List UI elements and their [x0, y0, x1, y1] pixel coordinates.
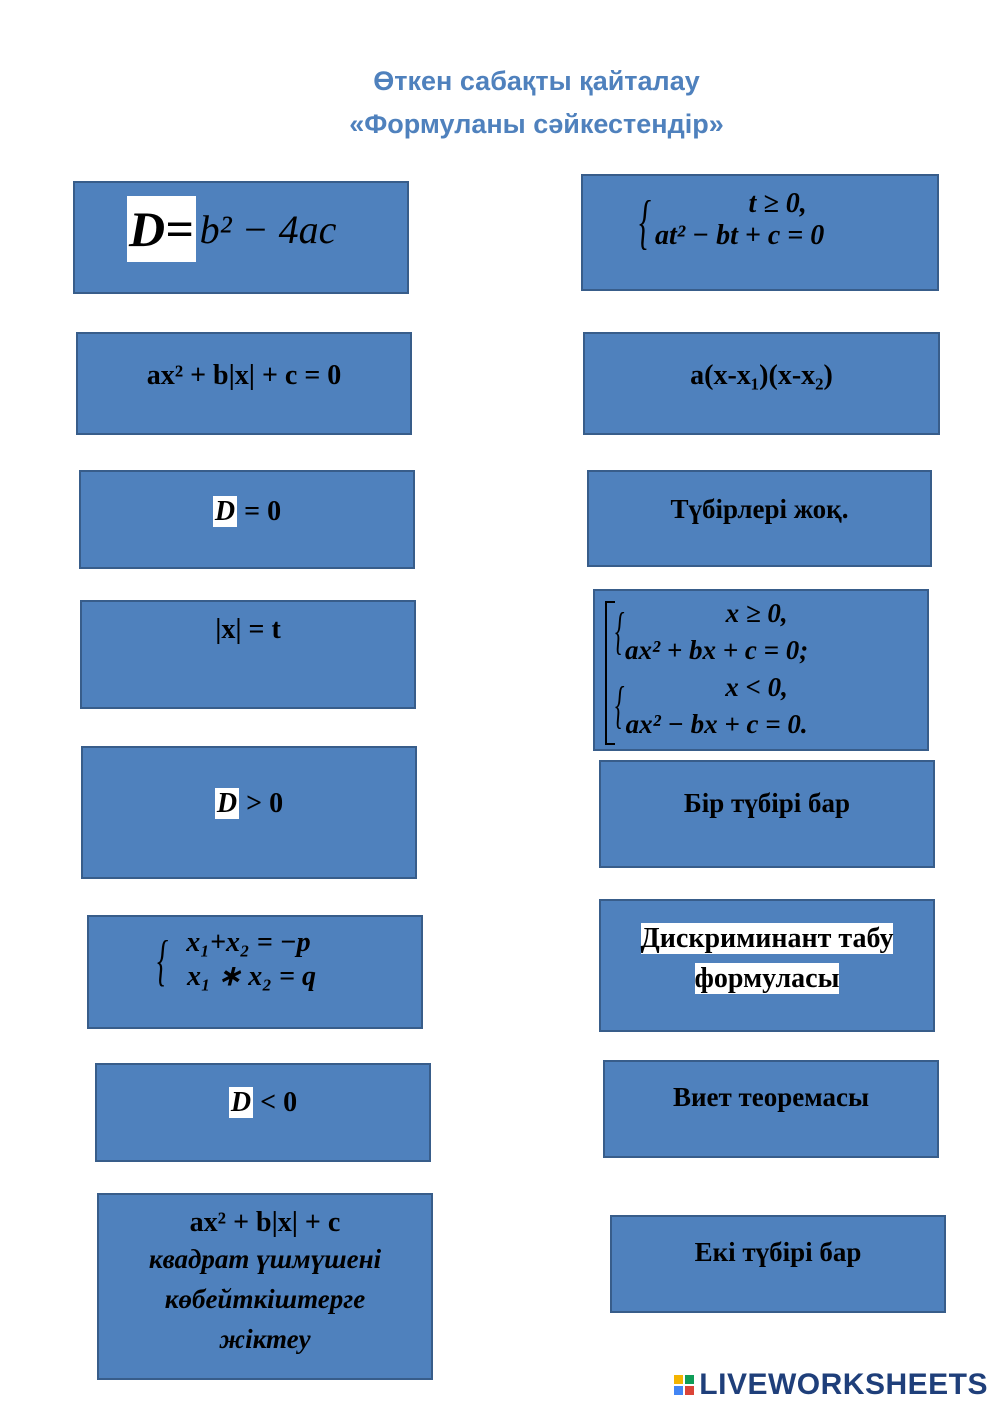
card-vieta-theorem[interactable] — [603, 1060, 939, 1158]
condition-rest: > 0 — [239, 788, 284, 819]
system-line-1: t ≥ 0, — [748, 188, 807, 219]
brace-icon: { — [639, 189, 651, 255]
card-substitution-system[interactable] — [581, 174, 939, 291]
brace-icon: { — [615, 677, 625, 734]
card-factorization[interactable] — [97, 1193, 433, 1380]
discriminant-symbol: D — [216, 788, 238, 819]
condition-text — [83, 788, 415, 820]
logo-text: LIVEWORKSHEETS — [699, 1368, 988, 1401]
card-no-roots[interactable] — [587, 470, 932, 567]
discriminant-symbol: D — [230, 1087, 252, 1118]
card-factored-form[interactable] — [583, 332, 940, 435]
card-vieta-system[interactable] — [87, 915, 423, 1029]
discriminant-symbol: D — [214, 496, 236, 527]
label-line-1: Дискриминант табу — [640, 923, 894, 954]
card-abs-quadratic-equation[interactable] — [76, 332, 412, 435]
expression-text: a(x-x₁)(x-x₂) — [690, 360, 833, 391]
system-line-2: ax² + bx + c = 0; — [625, 635, 809, 665]
card-substitution[interactable] — [80, 600, 416, 709]
system-line-3: x < 0, — [725, 672, 788, 702]
card-d-greater-zero[interactable] — [81, 746, 417, 879]
page-title-line2: «Формуланы сәйкестендір» — [349, 109, 724, 139]
card-label: Түбірлері жоқ. — [670, 494, 849, 524]
bracket-icon — [605, 601, 615, 745]
condition-rest: = 0 — [237, 496, 282, 527]
card-d-less-zero[interactable] — [95, 1063, 431, 1162]
factorization-caption: квадрат үшмүшені көбейткіштерге жіктеу — [148, 1244, 382, 1354]
card-piecewise-system[interactable] — [593, 589, 929, 751]
logo-icon — [674, 1375, 694, 1395]
card-one-root[interactable] — [599, 760, 935, 868]
card-two-roots[interactable] — [610, 1215, 946, 1313]
system-line-2: at² − bt + c = 0 — [655, 220, 825, 251]
condition-rest: < 0 — [253, 1087, 298, 1118]
system-line-4: ax² − bx + c = 0. — [625, 709, 808, 739]
condition-text — [81, 496, 413, 528]
card-label: Бір түбірі бар — [683, 788, 851, 818]
discriminant-expression: b² − 4ac — [199, 206, 337, 252]
discriminant-symbol: D= — [127, 196, 196, 262]
system — [639, 188, 825, 255]
card-discriminant-formula[interactable] — [73, 181, 409, 294]
equation-text: |x| = t — [215, 614, 281, 645]
brace-icon: { — [615, 603, 625, 660]
label-line-2: формуласы — [694, 963, 840, 994]
card-label: Виет теоремасы — [672, 1082, 870, 1112]
page-title-line1: Өткен сабақты қайталау — [373, 66, 700, 96]
system — [157, 927, 316, 993]
card-label — [601, 919, 933, 999]
brace-icon: { — [157, 930, 169, 992]
condition-text — [97, 1087, 429, 1119]
system-line-1: x ≥ 0, — [725, 598, 788, 628]
card-discriminant-label[interactable] — [599, 899, 935, 1032]
card-d-equals-zero[interactable] — [79, 470, 415, 569]
system-line-1: x₁+x₂ = −p — [186, 927, 311, 958]
expression-text: ax² + b|x| + c — [189, 1207, 341, 1238]
system-line-2: x₁ ∗ x₂ = q — [187, 961, 316, 992]
equation-text: ax² + b|x| + c = 0 — [146, 360, 342, 391]
system — [615, 595, 809, 743]
card-label: Екі түбірі бар — [694, 1237, 862, 1267]
liveworksheets-logo — [674, 1368, 988, 1402]
